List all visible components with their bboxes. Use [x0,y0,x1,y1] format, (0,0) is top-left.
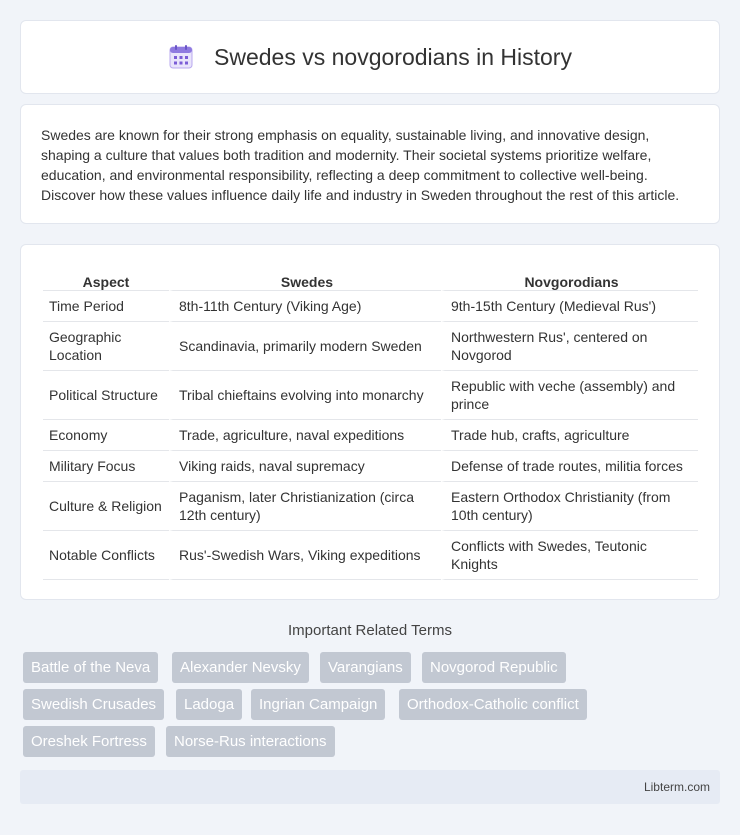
table-cell: Defense of trade routes, militia forces [441,451,698,482]
table-cell: Trade hub, crafts, agriculture [441,420,698,451]
table-cell: Eastern Orthodox Christianity (from 10th century) [441,482,698,531]
table-cell: Viking raids, naval supremacy [169,451,441,482]
table-cell: Trade, agriculture, naval expeditions [169,420,441,451]
table-row [43,322,698,371]
table-cell: Political Structure [43,371,169,420]
table-cell: Geographic Location [43,322,169,371]
page-title: Swedes vs novgorodians in History [214,43,572,70]
table-cell: Republic with veche (assembly) and prince [441,371,698,420]
intro-card [20,104,720,224]
table-cell: Culture & Religion [43,482,169,531]
table-header-row [43,265,698,291]
table-cell: Tribal chieftains evolving into monarchy [169,371,441,420]
column-header-aspect: Aspect [43,265,169,291]
tag-battle-of-the-neva[interactable]: Battle of the Neva [23,652,158,683]
table-cell: Paganism, later Christianization (circa 12th century) [169,482,441,531]
table-row [43,451,698,482]
table-cell: Scandinavia, primarily modern Sweden [169,322,441,371]
tag-ladoga[interactable]: Ladoga [176,689,242,720]
table-row [43,531,698,580]
table-row [43,371,698,420]
comparison-table [43,265,698,580]
table-row [43,291,698,322]
table-cell: Notable Conflicts [43,531,169,580]
table-row [43,420,698,451]
table-cell: 8th-11th Century (Viking Age) [169,291,441,322]
table-cell: Military Focus [43,451,169,482]
intro-text: Swedes are known for their strong emphasis on equality, sustainable living, and innovative design, shaping a culture that values both tradition and modernity. Their societal systems prioritize welfare, education, and environmental responsibility, reflecting a deep commitment to collective well-being. Discover how these values influence daily life and industry in Sweden throughout the rest of this article. [41,127,680,203]
page-header [20,20,720,94]
tag-varangians[interactable]: Varangians [320,652,411,683]
tag-norse-rus-interactions[interactable]: Norse-Rus interactions [166,726,335,757]
table-cell: 9th-15th Century (Medieval Rus') [441,291,698,322]
table-cell: Northwestern Rus', centered on Novgorod [441,322,698,371]
table-row [43,482,698,531]
column-header-novgorodians: Novgorodians [441,265,698,291]
tag-oreshek-fortress[interactable]: Oreshek Fortress [23,726,155,757]
table-cell: Economy [43,420,169,451]
table-cell: Conflicts with Swedes, Teutonic Knights [441,531,698,580]
column-header-swedes: Swedes [169,265,441,291]
footer-site-link[interactable]: Libterm.com [643,780,710,794]
tag-novgorod-republic[interactable]: Novgorod Republic [422,652,566,683]
table-cell: Time Period [43,291,169,322]
comparison-card [20,244,720,600]
tag-orthodox-catholic-conflict[interactable]: Orthodox-Catholic conflict [399,689,587,720]
footer [20,770,720,804]
tag-ingrian-campaign[interactable]: Ingrian Campaign [251,689,385,720]
related-terms-title: Important Related Terms [288,622,452,639]
table-cell: Rus'-Swedish Wars, Viking expeditions [169,531,441,580]
tag-alexander-nevsky[interactable]: Alexander Nevsky [172,652,309,683]
calendar-icon [168,44,194,70]
tag-swedish-crusades[interactable]: Swedish Crusades [23,689,164,720]
